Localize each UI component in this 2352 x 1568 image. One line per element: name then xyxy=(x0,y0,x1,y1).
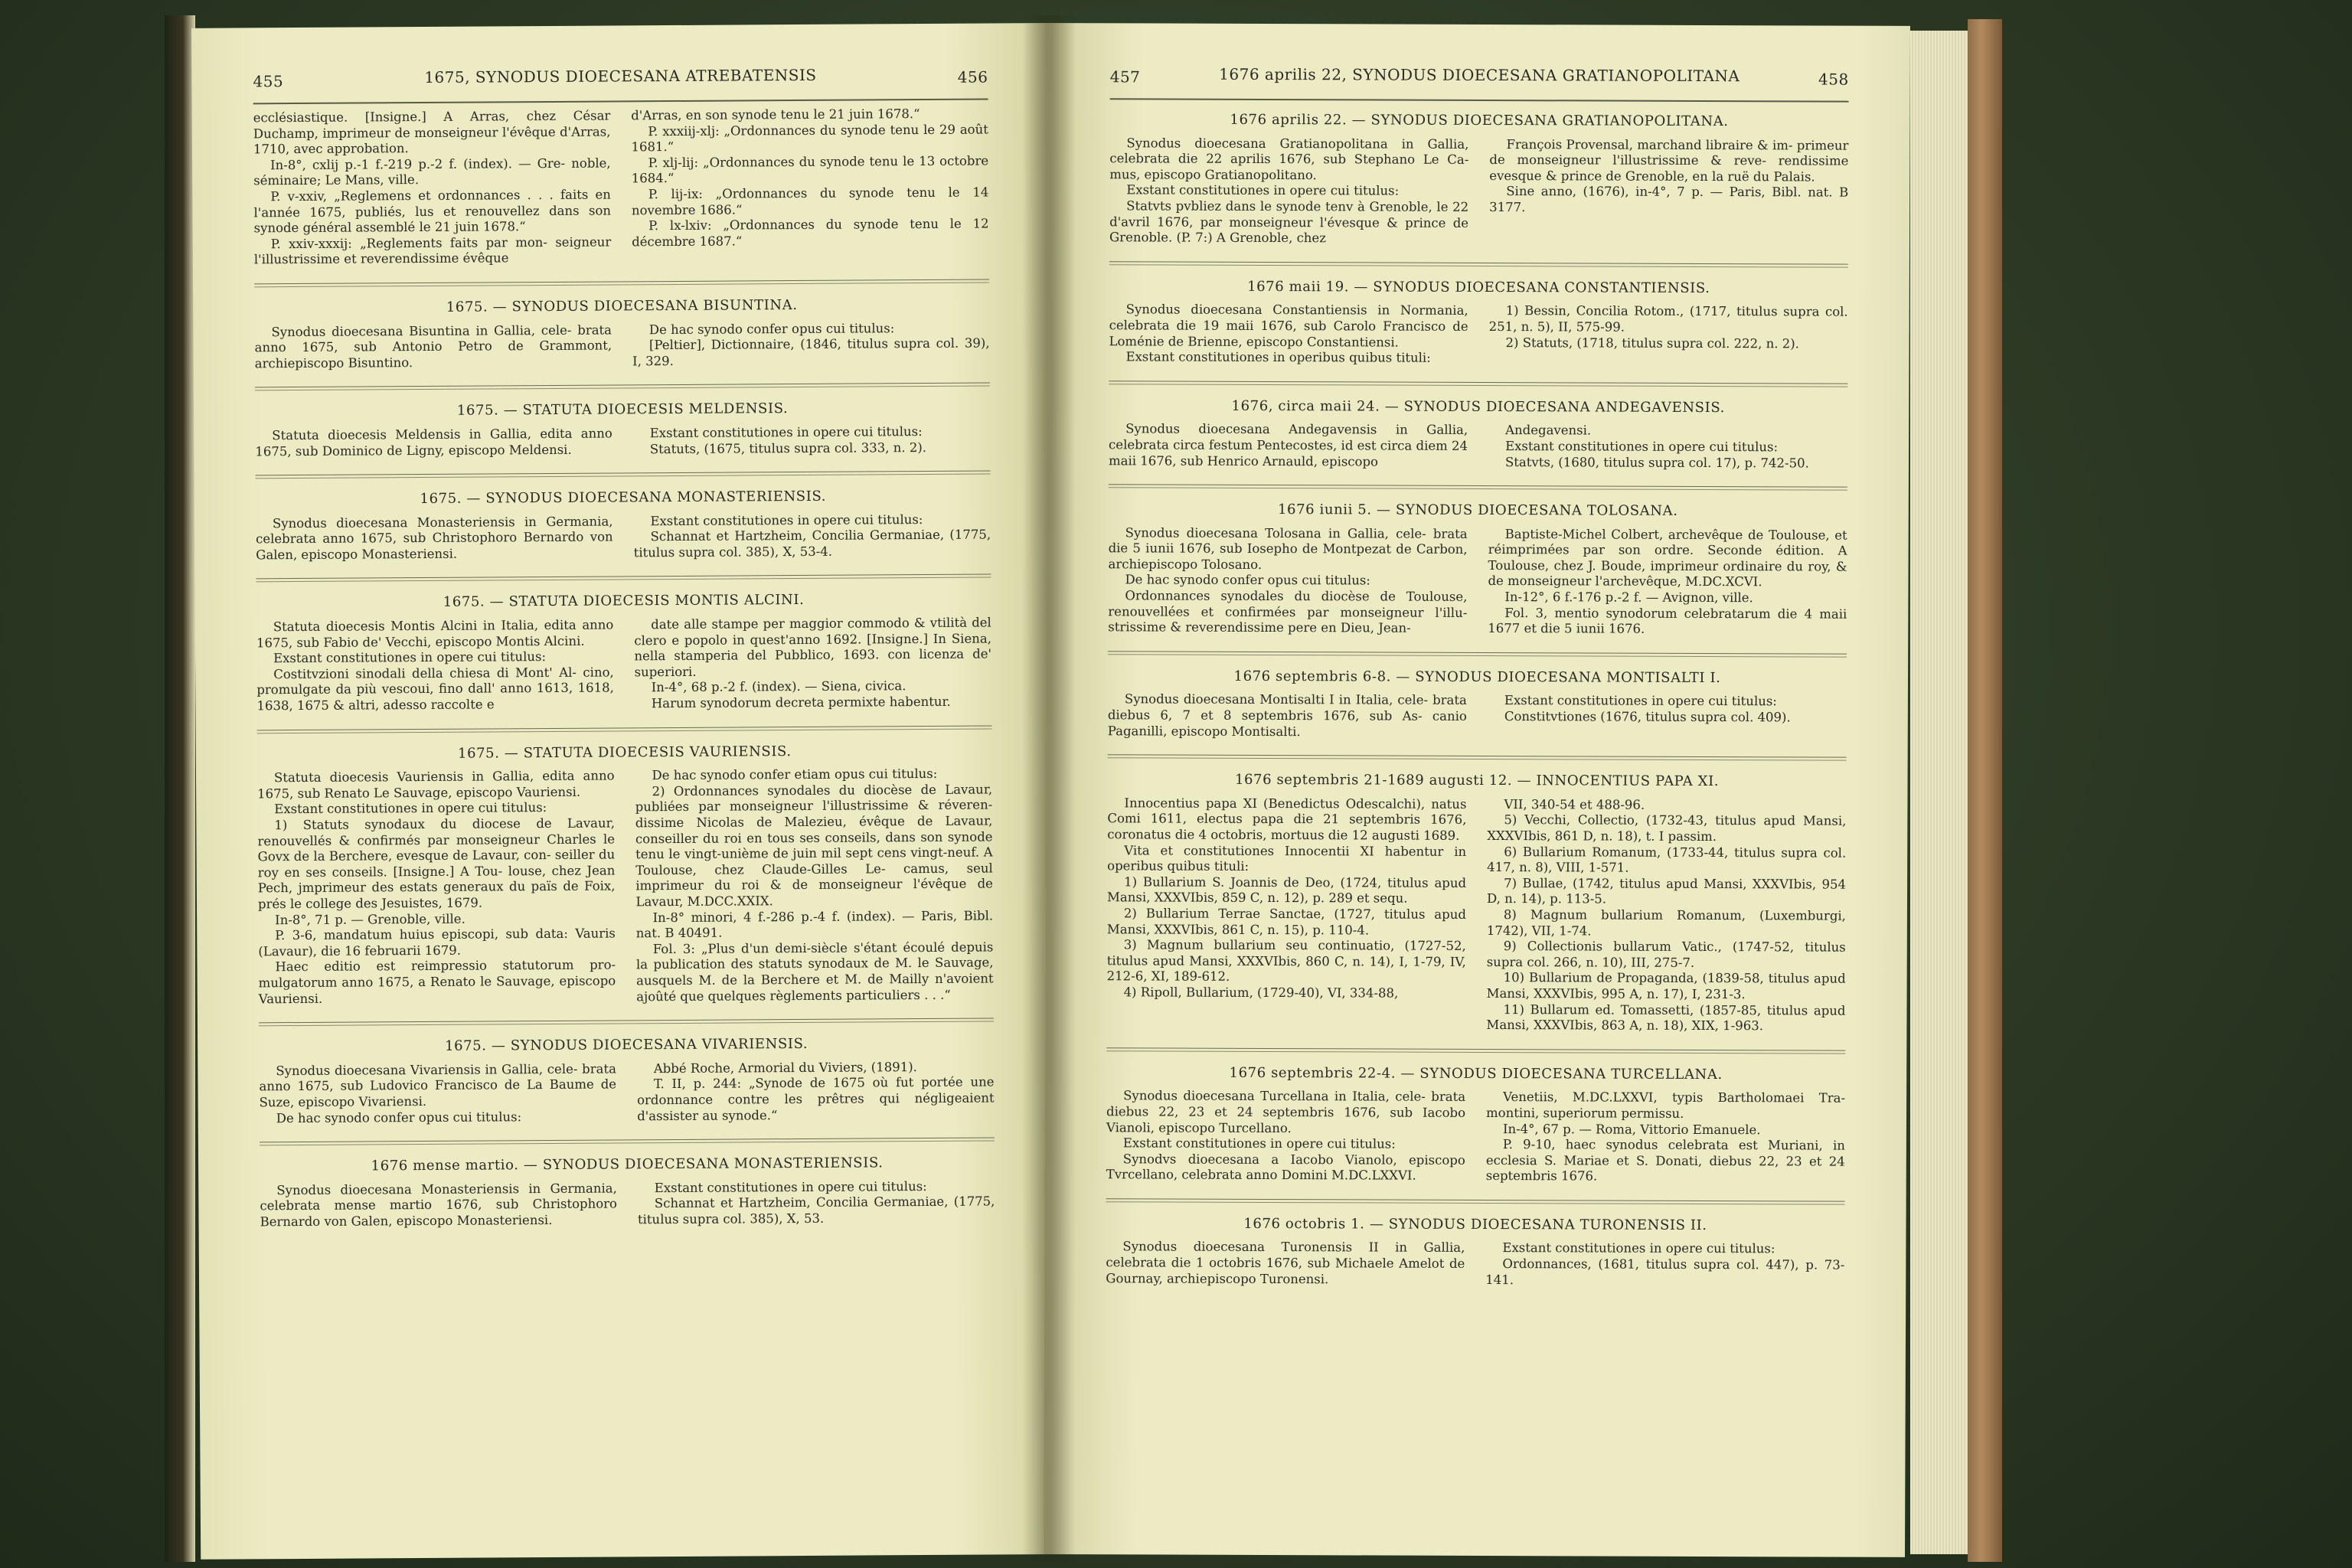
section-rule xyxy=(1109,381,1847,387)
paragraph: 2) Ordonnances synodales du diocèse de Lavaur, publiées par monseigneur l'illustrissime & réveren- dissime Nicolas de Malezieu, évêque de Lavaur, conseiller du roi en tous ses conseils, dans son synode tenu le vingt-unième de juin mil sept cens vingt-neuf. A Toulouse, chez Claude-Gilles Le- camus, seul imprimeur du roi & de monseigneur l'évêque de Lavaur, M.DCC.XXIX. xyxy=(635,782,993,910)
paragraph: Ordonnances synodales du diocèse de Toulouse, renouvellées et confirmées par monseigneur l'illu- strissime & reverendissime pere en Dieu, Jean- xyxy=(1108,588,1468,635)
paragraph: P. lij-ix: „Ordonnances du synode tenu le 14 novembre 1686.“ xyxy=(631,185,989,217)
right-page xyxy=(1044,23,1910,1557)
paragraph: Schannat et Hartzheim, Concilia Germaniae, (1775, titulus supra col. 385), X, 53-4. xyxy=(633,527,991,560)
paragraph: ecclésiastique. [Insigne.] A Arras, chez César Duchamp, imprimeur de monseigneur l'évêque d'Arras, 1710, avec approbation. xyxy=(253,108,611,157)
entry-section xyxy=(1108,501,1847,638)
entry-heading: 1676 maii 19. — SYNODUS DIOECESANA CONSTANTIENSIS. xyxy=(1247,278,1710,296)
paragraph: T. II, p. 244: „Synode de 1675 où fut portée une ordonnance contre les prêtres qui négligeaient d'assister au synode.“ xyxy=(636,1074,995,1123)
paragraph: In-4°, 67 p. — Roma, Vittorio Emanuele. xyxy=(1502,1121,1761,1137)
paragraph: P. lx-lxiv: „Ordonnances du synode tenu le 12 décembre 1687.“ xyxy=(632,216,989,250)
section-rule xyxy=(255,383,990,391)
paragraph: Exstant constitutiones in opere cui titulus: xyxy=(1122,1135,1396,1152)
section-rule xyxy=(1109,261,1848,267)
paragraph: Statuta dioecesis Montis Alcini in Italia, edita anno 1675, sub Fabio de' Vecchi, episcopo Montis Alcini. xyxy=(256,617,614,650)
column-left xyxy=(1108,692,1467,740)
entry-section xyxy=(256,592,992,714)
column-left xyxy=(255,426,612,459)
paragraph: Exstant constitutiones in opere cui titulus: xyxy=(649,423,923,441)
paragraph: De hac synodo confer opus cui titulus: xyxy=(1125,572,1370,588)
two-column-text xyxy=(254,320,989,372)
paragraph: Exstant constitutiones in operibus quibus tituli: xyxy=(1125,349,1431,365)
entry-section xyxy=(1106,772,1846,1034)
entry-section xyxy=(254,296,990,371)
entry-heading: 1675. — SYNODUS DIOECESANA MONASTERIENSIS. xyxy=(420,488,827,508)
section-rule xyxy=(1109,484,1847,490)
book-gutter xyxy=(1022,15,1076,1562)
column-right xyxy=(1486,1089,1845,1185)
entry-section xyxy=(1106,1216,1844,1289)
two-column-text xyxy=(253,106,989,268)
column-right xyxy=(637,1059,995,1124)
paragraph: Statuta dioecesis Meldensis in Gallia, edita anno 1675, sub Dominico de Ligny, episcopo Meldensi. xyxy=(255,426,612,459)
entry-section xyxy=(259,1036,995,1127)
entry-heading: 1675. — SYNODUS DIOECESANA VIVARIENSIS. xyxy=(444,1036,808,1054)
column-right xyxy=(633,423,991,457)
paragraph: d'Arras, en son synode tenu le 21 juin 1678.“ xyxy=(631,106,920,123)
section-rule xyxy=(254,279,989,287)
two-column-text xyxy=(255,423,990,459)
paragraph: Synodus dioecesana Vivariensis in Gallia, cele- brata anno 1675, sub Ludovico Francisco de La Baume de Suze, episcopo Vivariensi. xyxy=(259,1061,617,1110)
two-column-text xyxy=(256,511,991,564)
entry-section xyxy=(257,743,994,1007)
entry-section xyxy=(1106,1065,1846,1186)
entry-section xyxy=(1109,112,1849,248)
two-column-text xyxy=(256,616,992,714)
paragraph: De hac synodo confer etiam opus cui titulus: xyxy=(652,766,938,783)
section-rule xyxy=(259,1018,994,1027)
header-rule xyxy=(253,98,988,104)
entry-heading: 1676, circa maii 24. — SYNODUS DIOECESANA ANDEGAVENSIS. xyxy=(1231,397,1725,416)
column-left xyxy=(1106,1240,1465,1288)
column-right xyxy=(633,511,991,561)
book-fore-edge xyxy=(1910,31,1968,1554)
paragraph: Harum synodorum decreta permixte habentur. xyxy=(651,694,951,711)
page-number: 456 xyxy=(957,67,988,87)
paragraph: 1) Bessin, Concilia Rotom., (1717, titulus supra col. 251, n. 5), II, 575-99. xyxy=(1488,303,1848,335)
paragraph: [Peltier], Dictionnaire, (1846, titulus supra col. 39), I, 329. xyxy=(632,335,990,369)
entry-heading: 1676 septembris 22-4. — SYNODUS DIOECESANA TURCELLANA. xyxy=(1229,1064,1723,1083)
paragraph: Statuts, (1675, titulus supra col. 333, n. 2). xyxy=(649,439,927,456)
entry-heading: 1676 mense martio. — SYNODUS DIOECESANA MONASTERIENSIS. xyxy=(371,1155,884,1174)
two-column-text xyxy=(1106,795,1846,1034)
entry-heading: 1675. — STATUTA DIOECESIS MONTIS ALCINI. xyxy=(443,592,805,611)
entry-heading: 1676 septembris 6-8. — SYNODUS DIOECESANA MONTISALTI I. xyxy=(1233,668,1721,686)
column-left xyxy=(1109,422,1468,470)
paragraph: Haec editio est reimpressio statutorum pro- mulgatorum anno 1675, a Renato le Sauvage, episcopo Vauriensi. xyxy=(258,957,616,1006)
paragraph: De hac synodo confer opus cui titulus: xyxy=(276,1109,522,1125)
paragraph: 3) Magnum bullarium seu continuatio, (1727-52, titulus apud Mansi, XXXVIbis, 860 C, n. 14), I, 1-79, IV, 212-6, XI, 189-612. xyxy=(1106,937,1466,985)
two-column-text xyxy=(1106,1240,1844,1289)
column-left xyxy=(1108,525,1467,637)
paragraph: In-12°, 6 f.-176 p.-2 f. — Avignon, ville. xyxy=(1504,590,1753,606)
column-right xyxy=(638,1178,995,1228)
paragraph: In-8° minori, 4 f.-286 p.-4 f. (index). — Paris, Bibl. nat. B 40491. xyxy=(635,908,994,941)
paragraph: Synodus dioecesana Tolosana in Gallia, cele- brata die 5 iunii 1676, sub Iosepho de Montpezat de Carbon, archiepiscopo Tolosano. xyxy=(1108,525,1468,572)
column-right xyxy=(1488,303,1847,368)
left-page-content xyxy=(253,106,995,1230)
paragraph: Synodus dioecesana Monasteriensis in Germania, celebrata anno 1675, sub Christophoro Bernardo von Galen, episcopo Monasteriensi. xyxy=(256,514,613,563)
paragraph: 6) Bullarium Romanum, (1733-44, titulus supra col. 417, n. 8), VIII, 1-571. xyxy=(1487,844,1847,875)
paragraph: Vita et constitutiones Innocentii XI habentur in operibus quibus tituli: xyxy=(1107,842,1467,874)
paragraph: Baptiste-Michel Colbert, archevêque de Toulouse, et réimprimées par son ordre. Seconde édition. A Toulouse, chez J. Boude, imprimeur ordinaire du roy, & de monseigneur l'archevêque, M.DC.XCVI. xyxy=(1488,526,1847,590)
page-number: 457 xyxy=(1109,67,1141,87)
left-page xyxy=(191,23,1058,1560)
column-left xyxy=(1106,795,1466,1034)
column-left xyxy=(257,769,616,1008)
two-column-text xyxy=(1108,525,1847,639)
paragraph: In-8°, 71 p. — Grenoble, ville. xyxy=(275,911,466,927)
entry-section xyxy=(1108,668,1847,742)
paragraph: Sine anno, (1676), in-4°, 7 p. — Paris, Bibl. nat. B 3177. xyxy=(1489,184,1849,215)
two-column-text xyxy=(259,1059,994,1126)
entry-heading: 1675. — STATUTA DIOECESIS MELDENSIS. xyxy=(456,400,789,420)
column-left xyxy=(260,1181,617,1230)
section-rule xyxy=(1108,754,1847,760)
paragraph: Statvts, (1680, titulus supra col. 17), p. 742-50. xyxy=(1504,454,1809,470)
paragraph: Andegavensi. xyxy=(1505,423,1592,438)
paragraph: Exstant constitutiones in opere cui titulus: xyxy=(1126,182,1400,198)
entry-heading: 1676 octobris 1. — SYNODUS DIOECESANA TURONENSIS II. xyxy=(1243,1215,1707,1233)
column-right xyxy=(1488,423,1847,471)
paragraph: 1) Bullarium S. Joannis de Deo, (1724, titulus apud Mansi, XXXVIbis, 859 C, n. 12), p. 289 et sequ. xyxy=(1106,874,1467,906)
paragraph: Abbé Roche, Armorial du Viviers, (1891). xyxy=(653,1059,917,1076)
paragraph: In-4°, 68 p.-2 f. (index). — Siena, civica. xyxy=(651,678,906,695)
column-left xyxy=(254,322,612,372)
column-left xyxy=(1109,302,1468,367)
entry-heading: 1676 septembris 21-1689 augusti 12. — INNOCENTIUS PAPA XI. xyxy=(1234,772,1720,790)
two-column-text xyxy=(1106,1089,1845,1186)
section-rule xyxy=(257,725,992,733)
paragraph: Exstant constitutiones in opere cui titulus: xyxy=(1505,438,1779,455)
paragraph: François Provensal, marchand libraire & im- primeur de monseigneur l'illustrissime & reve- rendissime evesque & prince de Grenoble, en la ruë du Palais. xyxy=(1489,136,1849,185)
paragraph: Synodvs dioecesana a Iacobo Vianolo, episcopo Tvrcellano, celebrata anno Domini M.DC.LXXVI. xyxy=(1106,1152,1465,1183)
section-rule xyxy=(256,574,991,583)
paragraph: Statvts pvbliez dans le synode tenv à Grenoble, le 22 d'avril 1676, par monseigneur l'évesque & prince de Grenoble. (P. 7:) A Grenoble, chez xyxy=(1109,198,1469,246)
entry-heading: 1676 aprilis 22. — SYNODUS DIOECESANA GRATIANOPOLITANA. xyxy=(1230,111,1729,130)
paragraph: Venetiis, M.DC.LXXVI, typis Bartholomaei Tra- montini, superiorum permissu. xyxy=(1486,1089,1846,1121)
paragraph: 5) Vecchi, Collectio, (1732-43, titulus apud Mansi, XXXVIbis, 861 D, n. 18), t. I passim. xyxy=(1487,812,1847,844)
paragraph: Constitvtiones (1676, titulus supra col. 409). xyxy=(1504,709,1791,725)
paragraph: Statuta dioecesis Vauriensis in Gallia, edita anno 1675, sub Renato Le Sauvage, episcopo Vauriensi. xyxy=(257,768,615,802)
paragraph: Fol. 3, mentio synodorum celebratarum die 4 maii 1677 et die 5 iunii 1676. xyxy=(1488,605,1847,636)
section-rule xyxy=(1108,651,1847,657)
paragraph: In-8°, cxlij p.-1 f.-219 p.-2 f. (index). — Gre- noble, séminaire; Le Mans, ville. xyxy=(253,155,611,188)
paragraph: 4) Ripoll, Bullarium, (1729-40), VI, 334-88, xyxy=(1123,985,1399,1001)
paragraph: Exstant constitutiones in opere cui titulus: xyxy=(654,1178,927,1195)
page-number: 455 xyxy=(253,72,284,91)
column-right xyxy=(632,320,990,370)
paragraph: 2) Statuts, (1718, titulus supra col. 222, n. 2). xyxy=(1505,335,1799,351)
paragraph: 10) Bullarium de Propaganda, (1839-58, titulus apud Mansi, XXXVIbis, 995 A, n. 17), I, 231-3. xyxy=(1486,970,1846,1002)
entry-section xyxy=(255,400,990,460)
two-column-text xyxy=(257,766,994,1008)
column-left xyxy=(1109,136,1468,247)
paragraph: VII, 340-54 et 488-96. xyxy=(1504,796,1645,812)
entry-heading: 1675. — SYNODUS DIOECESANA BISUNTINA. xyxy=(446,296,798,315)
running-title: 1675, SYNODUS DIOECESANA ATREBATENSIS xyxy=(424,65,817,87)
paragraph: Synodus dioecesana Andegavensis in Gallia, celebrata circa festum Pentecostes, id est circa diem 24 maii 1676, sub Henrico Arnauld, episcopo xyxy=(1108,421,1468,469)
column-left xyxy=(256,618,614,714)
column-right xyxy=(1488,693,1847,741)
paragraph: Exstant constitutiones in opere cui titulus: xyxy=(1504,693,1777,709)
paragraph: Exstant constitutiones in opere cui titulus: xyxy=(650,511,923,528)
entry-heading: 1676 iunii 5. — SYNODUS DIOECESANA TOLOSANA. xyxy=(1277,501,1678,519)
column-left xyxy=(256,514,613,564)
page-number: 458 xyxy=(1818,70,1849,89)
column-left xyxy=(1106,1089,1465,1184)
section-rule xyxy=(256,471,991,479)
two-column-text xyxy=(1109,302,1847,368)
section-rule xyxy=(1106,1047,1845,1054)
book-cover-right-edge xyxy=(1968,19,2002,1562)
paragraph: Exstant constitutiones in opere cui titulus: xyxy=(1502,1240,1775,1256)
entry-section xyxy=(1109,279,1847,368)
running-title: 1676 aprilis 22, SYNODUS DIOECESANA GRATIANOPOLITANA xyxy=(1219,64,1740,86)
two-column-text xyxy=(260,1178,995,1230)
paragraph: Synodus dioecesana Turcellana in Italia, cele- brata diebus 22, 23 et 24 septembris 1676, sub Iacobo Vianoli, episcopo Turcellano. xyxy=(1106,1088,1466,1135)
paragraph: P. 3-6, mandatum huius episcopi, sub data: Vauris (Lavaur), die 16 februarii 1679. xyxy=(258,926,616,959)
paragraph: Costitvzioni sinodali della chiesa di Mont' Al- cino, promulgate da più vescoui, fino dall' anno 1613, 1618, 1638, 1675 & altri, adesso raccolte e xyxy=(256,665,614,714)
column-right xyxy=(1486,797,1846,1035)
paragraph: Synodus dioecesana Bisuntina in Gallia, cele- brata anno 1675, sub Antonio Petro de Grammont, archiepiscopo Bisuntino. xyxy=(254,322,612,371)
paragraph: 7) Bullae, (1742, titulus apud Mansi, XXXVIbis, 954 D, n. 14), p. 113-5. xyxy=(1486,875,1847,906)
column-right xyxy=(1488,527,1847,639)
column-right xyxy=(635,766,993,1005)
paragraph: P. xxiv-xxxij: „Reglements faits par mon- seigneur l'illustrissime et reverendissime évêque xyxy=(253,234,612,267)
paragraph: P. v-xxiv, „Reglemens et ordonnances . . . faits en l'année 1675, publiés, lus et renouvellez dans son synode général assemblé le 21 juin 1678.“ xyxy=(253,187,612,236)
section-rule xyxy=(1106,1198,1845,1204)
paragraph: 2) Bullarium Terrae Sanctae, (1727, titulus apud Mansi, XXXVIbis, 861 C, n. 15), p. 110-4. xyxy=(1106,906,1466,938)
entry-heading: 1675. — STATUTA DIOECESIS VAURIENSIS. xyxy=(457,743,792,762)
paragraph: Schannat et Hartzheim, Concilia Germaniae, (1775, titulus supra col. 385), X, 53. xyxy=(637,1194,995,1227)
paragraph: Synodus dioecesana Montisalti I in Italia, cele- brata diebus 6, 7 et 8 septembris 1676, sub As- canio Paganilli, episcopo Montisalti. xyxy=(1107,691,1467,739)
column-left xyxy=(253,109,612,269)
paragraph: Synodus dioecesana Constantiensis in Normania, celebrata die 19 maii 1676, sub Carolo Francisco de Loménie de Brienne, episcopo Constantiensi. xyxy=(1109,302,1468,350)
paragraph: 9) Collectionis bullarum Vatic., (1747-52, titulus supra col. 266, n. 10), III, 275-7. xyxy=(1486,939,1846,970)
column-right xyxy=(634,616,991,712)
entry-section xyxy=(256,488,991,564)
paragraph: P. xxxiij-xlj: „Ordonnances du synode tenu le 29 août 1681.“ xyxy=(631,122,988,155)
paragraph: Synodus dioecesana Gratianopolitana in Gallia, celebrata die 22 aprilis 1676, sub Stephano Le Ca- mus, episcopo Gratianopolitano. xyxy=(1109,135,1469,183)
column-right xyxy=(1485,1240,1844,1289)
paragraph: P. 9-10, haec synodus celebrata est Muriani, in ecclesia S. Mariae et S. Donati, diebus 22, 23 et 24 septembris 1676. xyxy=(1485,1137,1845,1184)
running-head-left xyxy=(253,60,988,95)
two-column-text xyxy=(1108,692,1847,742)
header-rule xyxy=(1110,98,1849,102)
two-column-text xyxy=(1109,422,1847,472)
column-left xyxy=(259,1061,616,1126)
paragraph: 8) Magnum bullarium Romanum, (Luxemburgi, 1742), VII, 1-74. xyxy=(1486,907,1846,939)
two-column-text xyxy=(1109,136,1848,249)
entry-section xyxy=(260,1155,995,1230)
paragraph: P. xlj-lij: „Ordonnances du synode tenu le 13 octobre 1684.“ xyxy=(631,153,989,186)
running-head-right xyxy=(1110,60,1849,93)
section-rule xyxy=(260,1138,995,1146)
book-cover-left-edge xyxy=(165,15,195,1562)
column-right xyxy=(1489,137,1848,249)
entry-section xyxy=(1109,398,1847,472)
paragraph: Fol. 3: „Plus d'un demi-siècle s'étant écoulé depuis la publication des statuts synodaux de M. le Sauvage, ausquels M. de la Berchere et M. de Mailly n'avoient ajoûté que quelques règlements particuliers . . .“ xyxy=(635,939,994,1004)
paragraph: 1) Statuts synodaux du diocese de Lavaur, renouvellés & confirmés par monseigneur Charles le Govx de la Berchere, evesque de Lavaur, con- seiller du roy en ses conseils. [Insigne.] A Tou- louse, chez Jean Pech, jmprimeur des estats generaux du païs de Foix, prés le college des Jesuistes, 1679. xyxy=(257,815,616,912)
paragraph: Innocentius papa XI (Benedictus Odescalchi), natus Comi 1611, electus papa die 21 septembris 1676, coronatus die 4 octobris, mortuus die 12 augusti 1689. xyxy=(1107,795,1467,843)
paragraph: 11) Bullarum ed. Tomassetti, (1857-85, titulus apud Mansi, XXXVIbis, 863 A, n. 18), XIX, 1-963. xyxy=(1486,1001,1846,1034)
column-right xyxy=(631,106,989,266)
paragraph: Synodus dioecesana Turonensis II in Gallia, celebrata die 1 octobris 1676, sub Michaele Amelot de Gournay, archiepiscopo Turonensi. xyxy=(1106,1239,1465,1286)
paragraph: De hac synodo confer opus cui titulus: xyxy=(648,320,895,337)
paragraph: Ordonnances, (1681, titulus supra col. 447), p. 73-141. xyxy=(1485,1256,1845,1287)
paragraph: date alle stampe per maggior commodo & vtilità del clero e popolo in quest'anno 1692. [Insigne.] In Siena, nella stamperia del Pubblico, 1693. con licenza de' superiori. xyxy=(634,615,992,680)
paragraph: Exstant constitutiones in opere cui titulus: xyxy=(274,800,547,817)
right-page-content xyxy=(1106,106,1848,1289)
paragraph: Exstant constitutiones in opere cui titulus: xyxy=(273,649,547,666)
entry-section xyxy=(253,106,989,268)
paragraph: Synodus dioecesana Monasteriensis in Germania, celebrata mense martio 1676, sub Christophoro Bernardo von Galen, episcopo Monasteriensi. xyxy=(260,1181,618,1230)
